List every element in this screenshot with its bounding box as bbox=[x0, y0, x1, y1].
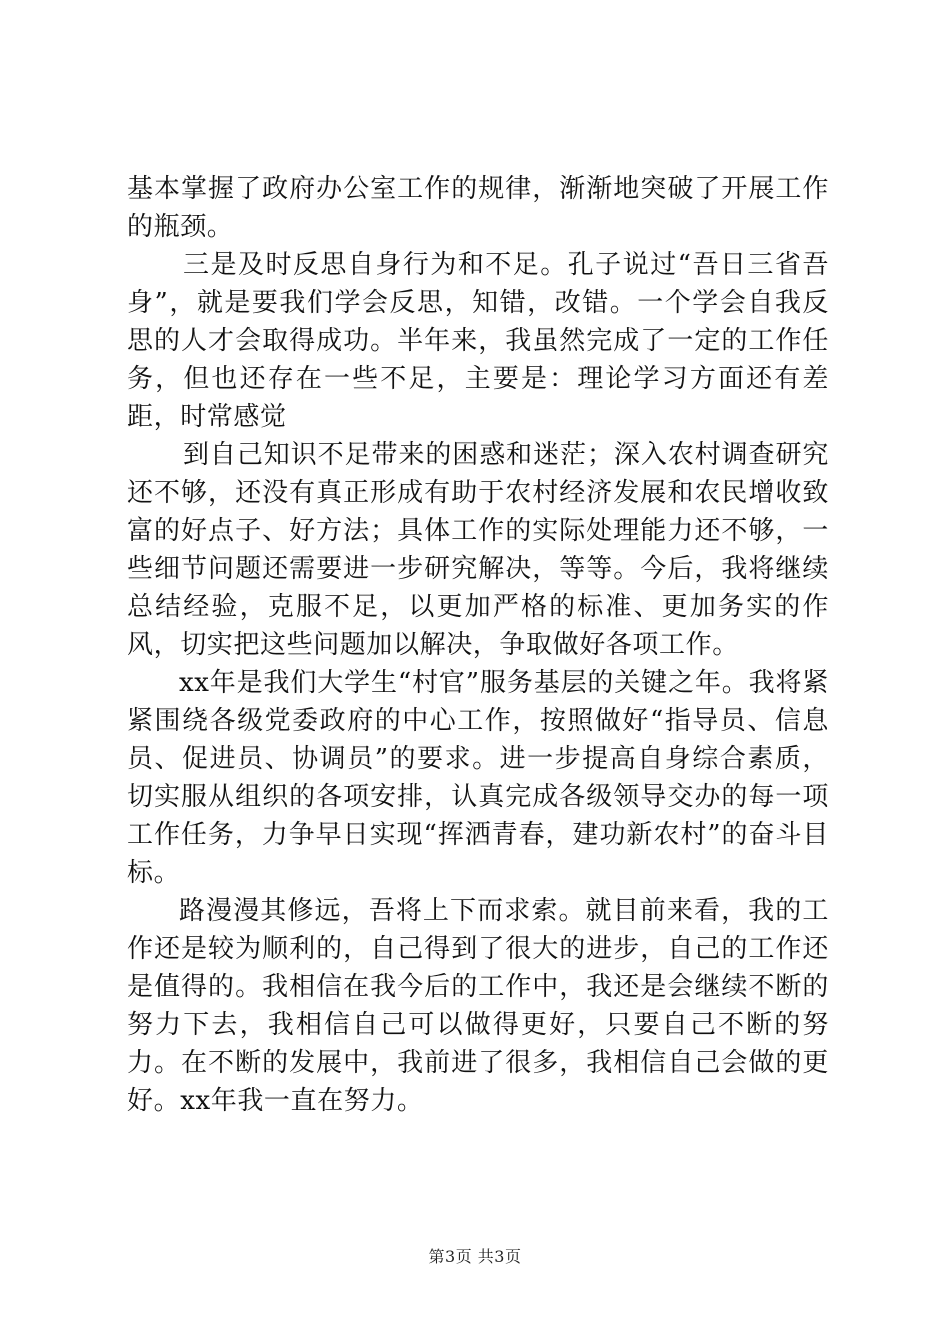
paragraph-3: 到自己知识不足带来的困惑和迷茫；深入农村调查研究还不够，还没有真正形成有助于农村经济发展和农民增收致富的好点子、好方法；具体工作的实际处理能力还不够，一些细节问题还需要进一步研究解决，等等。今后，我将继续总结经验，克服不足，以更加严格的标准、更加务实的作风，切实把这些问题加以解决，争取做好各项工作。 bbox=[127, 440, 829, 660]
paragraph-1: 基本掌握了政府办公室工作的规律，渐渐地突破了开展工作的瓶颈。 bbox=[127, 174, 829, 242]
page-number-footer: 第3页 共3页 bbox=[428, 1247, 522, 1266]
document-body bbox=[127, 170, 829, 1120]
paragraph-5: 路漫漫其修远，吾将上下而求索。就目前来看，我的工作还是较为顺利的，自己得到了很大的进步，自己的工作还是值得的。我相信在我今后的工作中，我还是会继续不断的努力下去，我相信自己可以做得更好，只要自己不断的努力。在不断的发展中，我前进了很多，我相信自己会做的更好。xx年我一直在努力。 bbox=[127, 896, 829, 1116]
paragraph-4: xx年是我们大学生“村官”服务基层的关键之年。我将紧紧围绕各级党委政府的中心工作，按照做好“指导员、信息员、促进员、协调员”的要求。进一步提高自身综合素质，切实服从组织的各项安排，认真完成各级领导交办的每一项工作任务，力争早日实现“挥洒青春，建功新农村”的奋斗目标。 bbox=[127, 668, 829, 888]
paragraph-2: 三是及时反思自身行为和不足。孔子说过“吾日三省吾身”，就是要我们学会反思，知错，改错。一个学会自我反思的人才会取得成功。半年来，我虽然完成了一定的工作任务，但也还存在一些不足，主要是：理论学习方面还有差距，时常感觉 bbox=[127, 250, 829, 432]
